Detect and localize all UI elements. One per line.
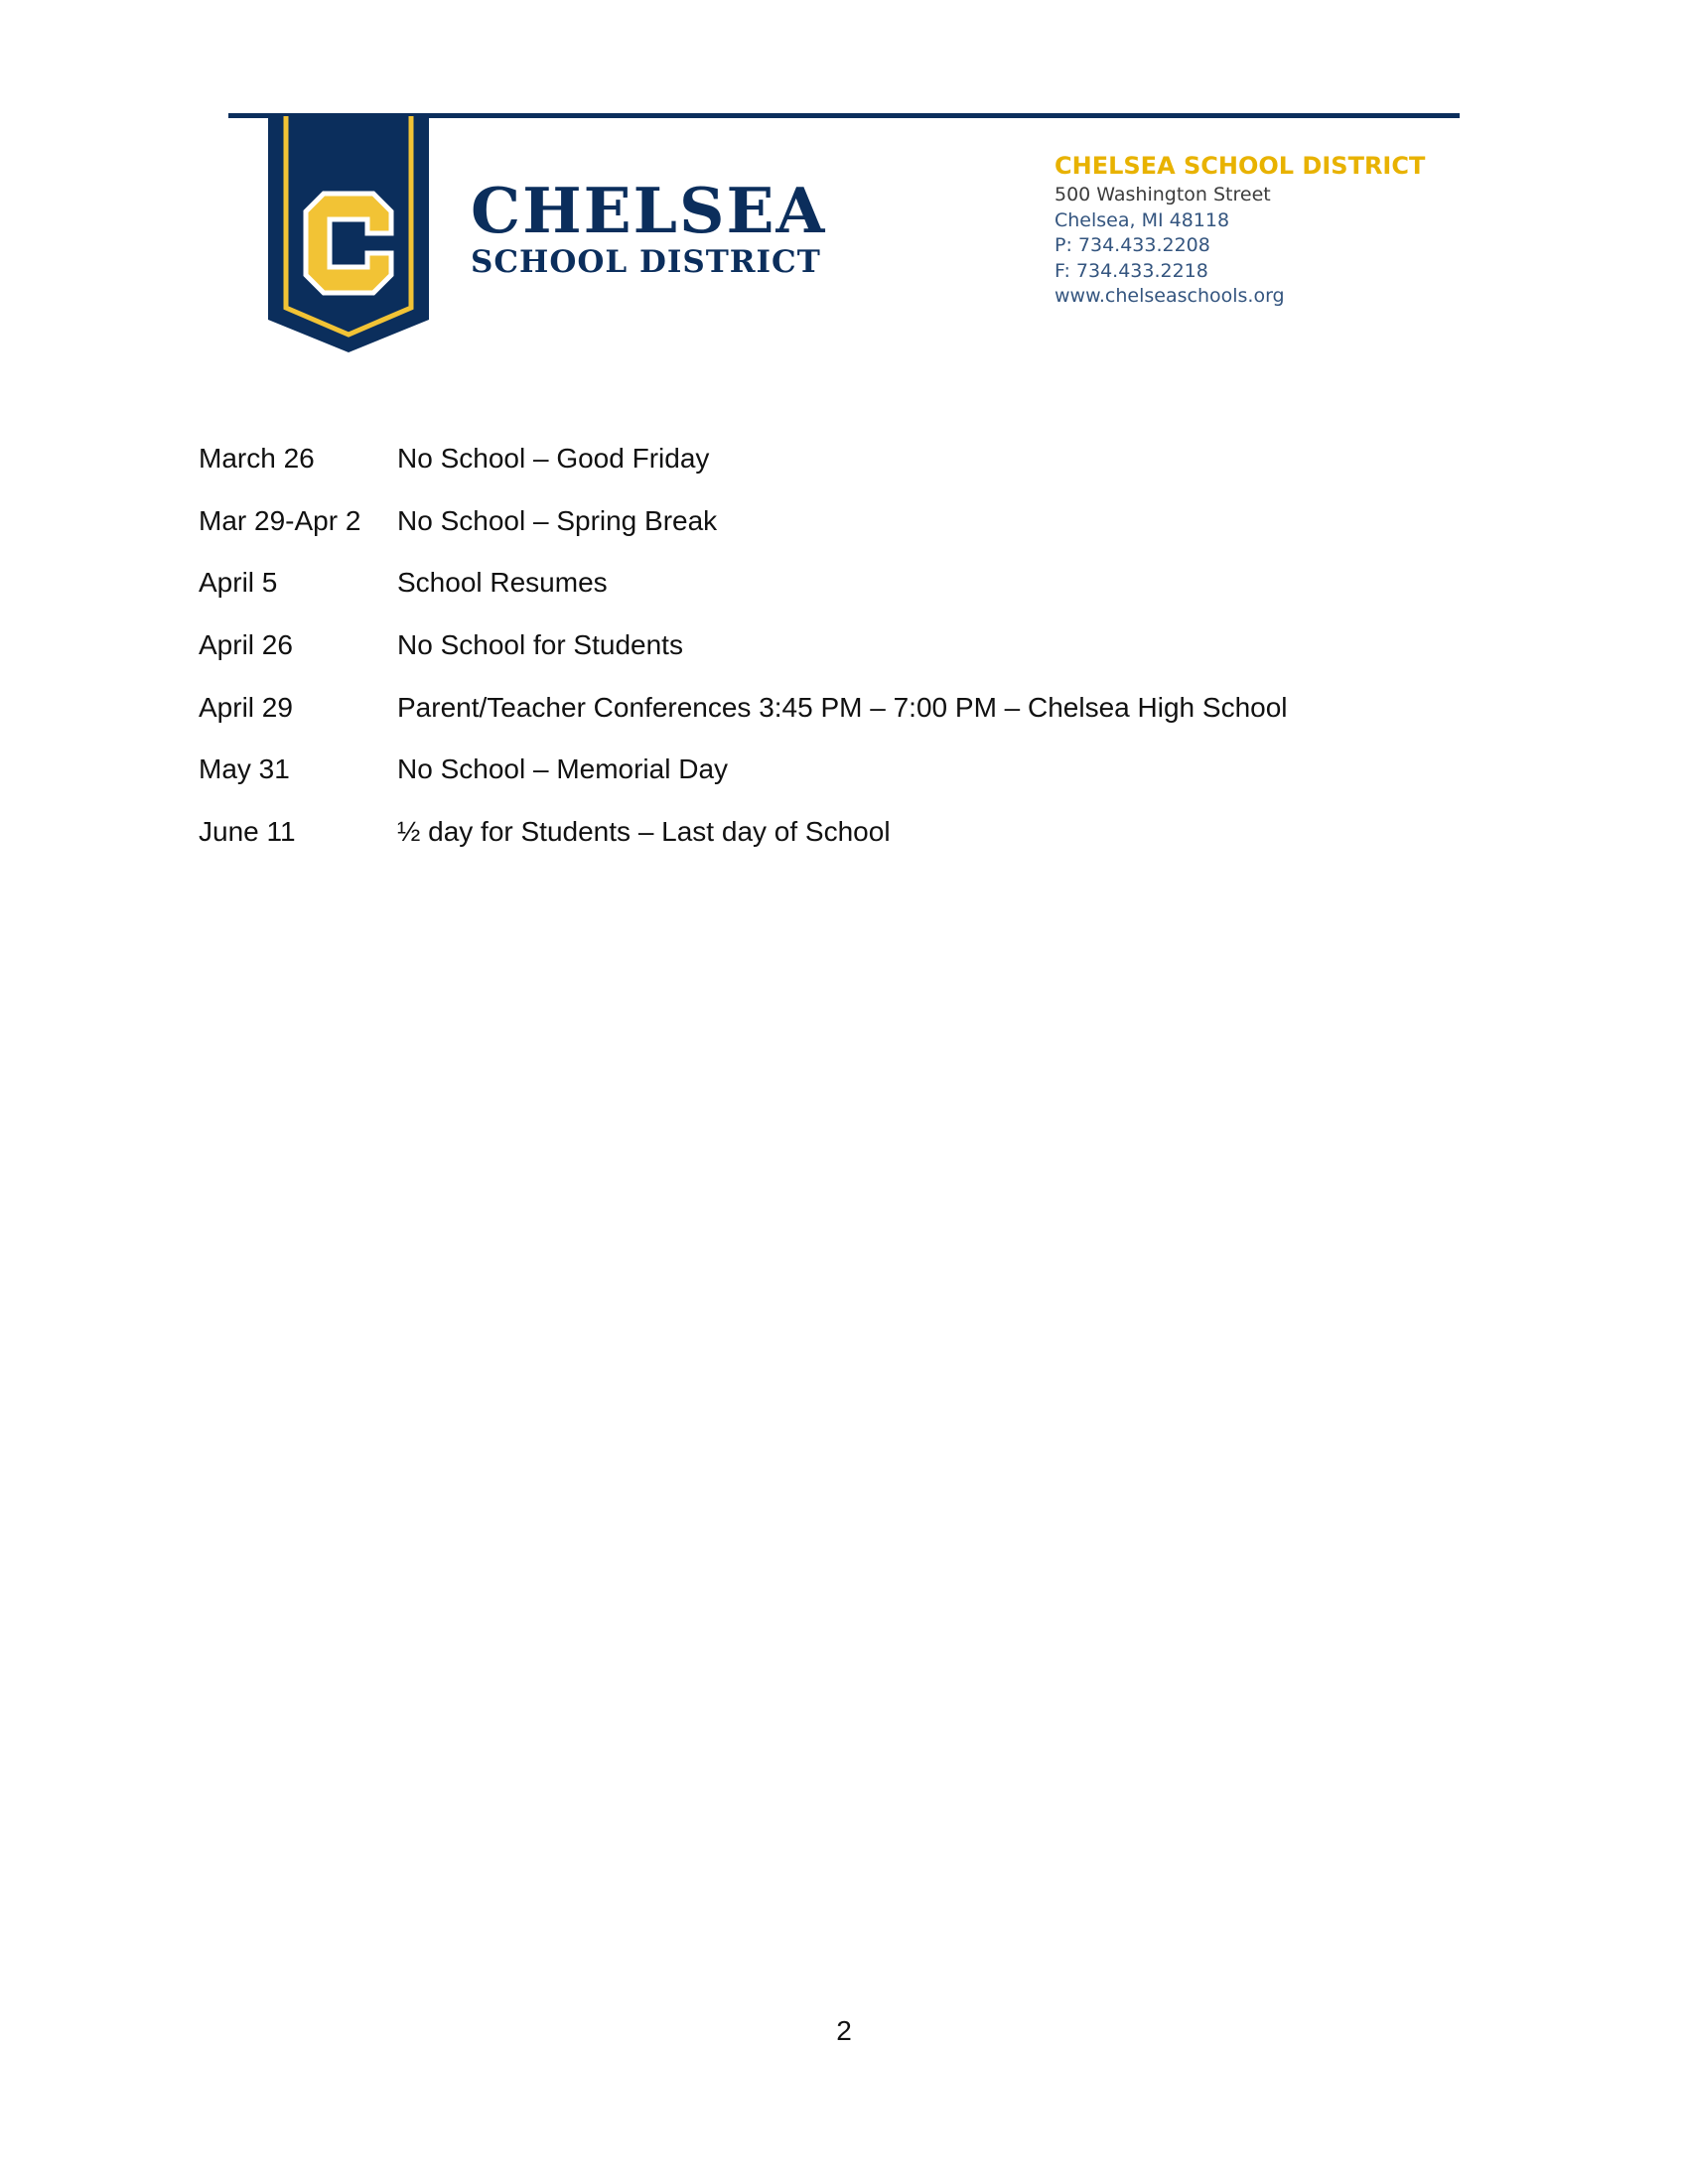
logo-wordmark — [471, 174, 827, 282]
schedule-event: No School – Memorial Day — [397, 753, 729, 785]
schedule-row — [199, 565, 1489, 627]
schedule-row — [199, 503, 1489, 566]
schedule-event: No School – Good Friday — [397, 443, 710, 474]
schedule-date: April 26 — [199, 629, 293, 661]
contact-city: Chelsea, MI 48118 — [1055, 208, 1230, 231]
schedule-list — [199, 441, 1489, 877]
schedule-date: May 31 — [199, 753, 290, 785]
chelsea-c-banner-icon — [268, 116, 429, 352]
contact-street: 500 Washington Street — [1055, 184, 1271, 205]
schedule-date: April 5 — [199, 567, 278, 599]
schedule-date: April 29 — [199, 691, 293, 723]
schedule-event: ½ day for Students – Last day of School — [397, 816, 891, 848]
contact-phone: P: 734.433.2208 — [1055, 234, 1210, 256]
schedule-row — [199, 441, 1489, 503]
schedule-row — [199, 814, 1489, 877]
schedule-row — [199, 690, 1489, 752]
schedule-date: Mar 29-Apr 2 — [199, 504, 361, 536]
schedule-event: No School – Spring Break — [397, 504, 718, 536]
page-number: 2 — [836, 2015, 852, 2046]
schedule-row — [199, 751, 1489, 814]
schedule-row — [199, 627, 1489, 690]
wordmark-school-district: SCHOOL DISTRICT — [471, 244, 821, 280]
schedule-event: Parent/Teacher Conferences 3:45 PM – 7:00 PM – Chelsea High School — [397, 691, 1288, 723]
contact-fax: F: 734.433.2218 — [1055, 259, 1208, 282]
banner-shape — [268, 116, 429, 352]
schedule-event: School Resumes — [397, 567, 608, 599]
schedule-date: June 11 — [199, 816, 296, 848]
contact-org-name: CHELSEA SCHOOL DISTRICT — [1055, 152, 1426, 180]
wordmark-chelsea: CHELSEA — [471, 174, 827, 247]
contact-block — [1055, 149, 1425, 310]
schedule-event: No School for Students — [397, 629, 683, 661]
schedule-date: March 26 — [199, 443, 315, 474]
contact-website[interactable]: www.chelseaschools.org — [1055, 285, 1285, 307]
